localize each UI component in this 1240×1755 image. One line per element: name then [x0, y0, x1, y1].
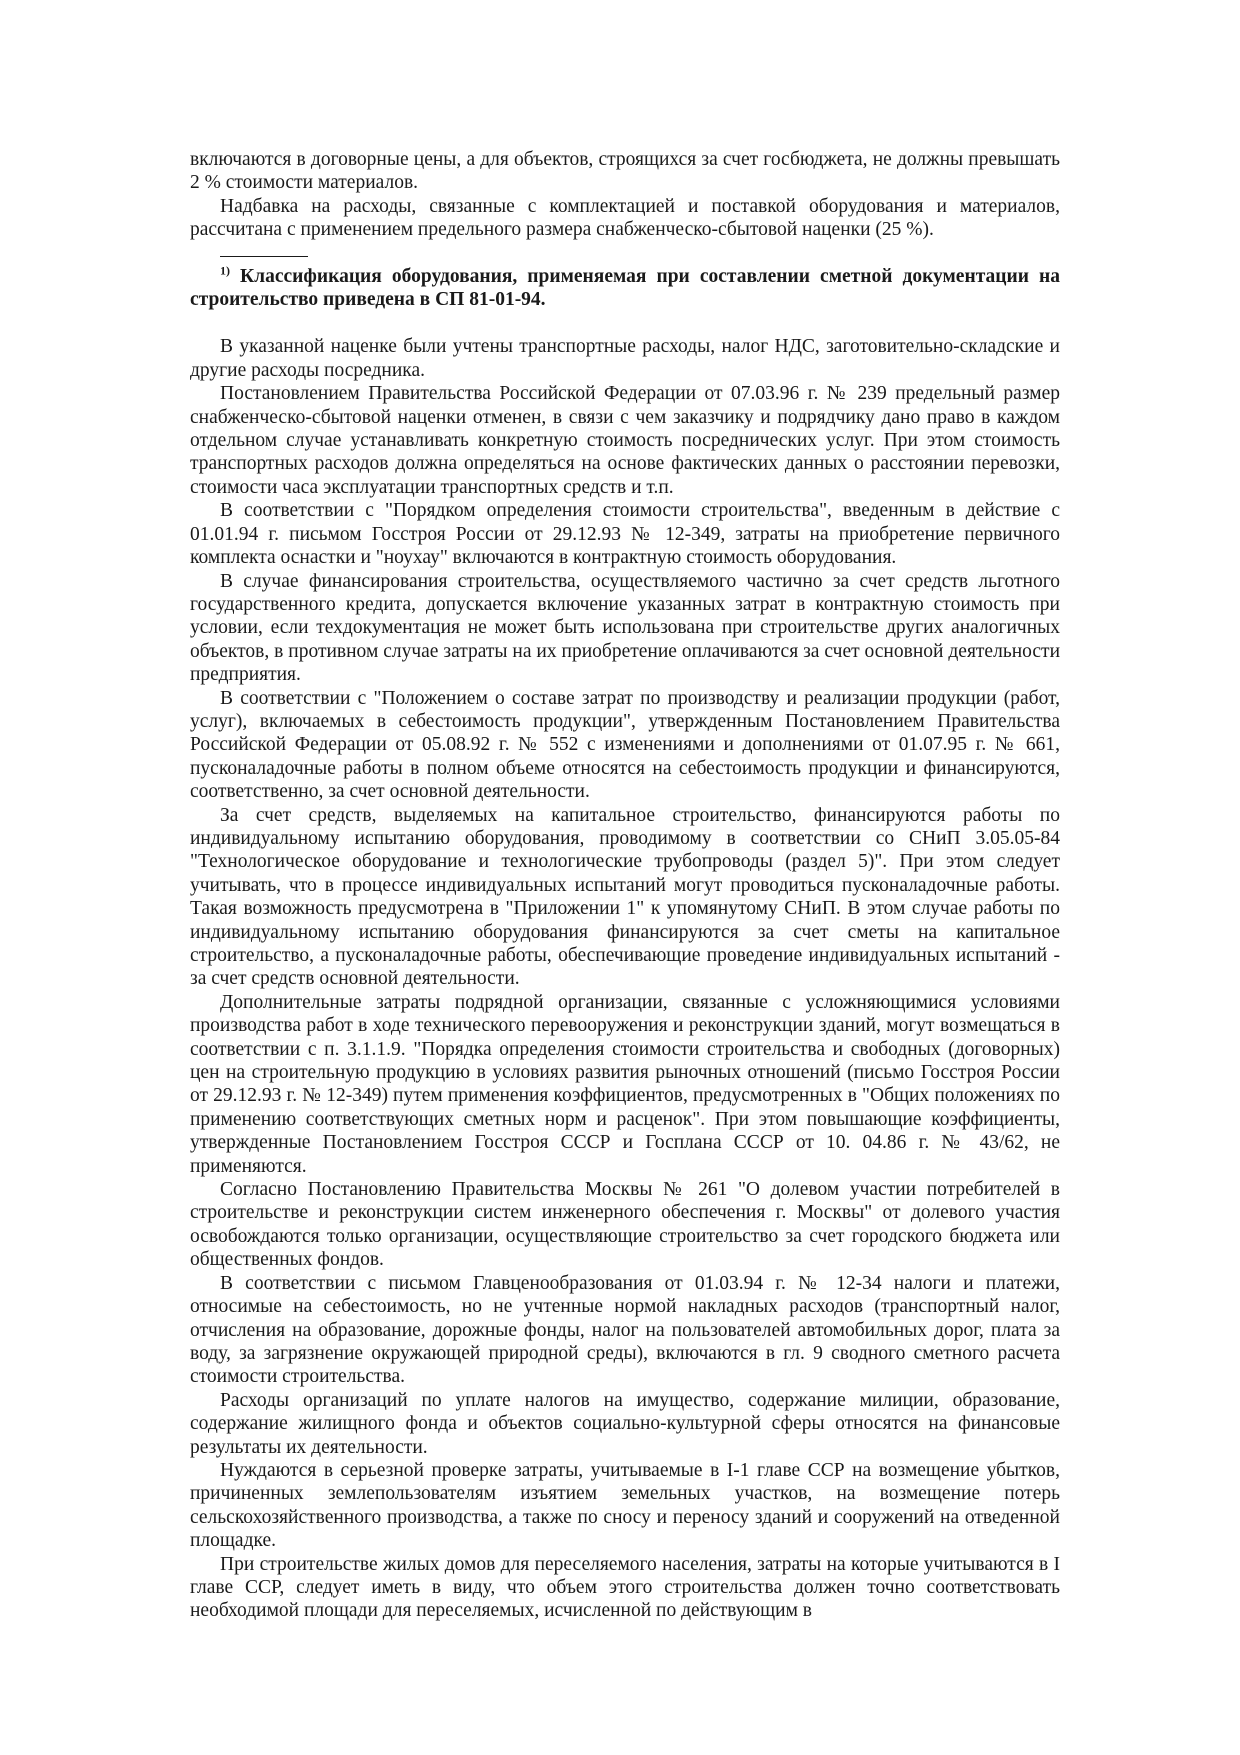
intro-paragraph-2: Надбавка на расходы, связанные с комплектацией и поставкой оборудования и материалов, рассчитана с применением предельного размера снабженческо-сбытовой наценки (25 %). — [190, 195, 1060, 241]
body-paragraph: Расходы организаций по уплате налогов на имущество, содержание милиции, образование, содержание жилищного фонда и объектов социально-культурной сферы относятся на финансовые результаты их деятельности. — [190, 1389, 1060, 1458]
body-paragraph: В соответствии с "Положением о составе затрат по производству и реализации продукции (работ, услуг), включаемых в себестоимость продукции", утвержденным Постановлением Правительства Российской Федерации от 05.08.92 г. № 552 с изменениями и дополнениями от 01.07.95 г. № 661, пусконаладочные работы в полном объеме относятся на себестоимость продукции и финансируются, соответственно, за счет основной деятельности. — [190, 687, 1060, 803]
footnote-marker: 1) — [220, 263, 230, 278]
footnote-separator — [220, 256, 308, 265]
body-paragraph: Дополнительные затраты подрядной организации, связанные с усложняющимися условиями производства работ в ходе технического перевооружения и реконструкции зданий, могут возмещаться в соответствии с п. 3.1.1.9. "Порядка определения стоимости строительства и свободных (договорных) цен на строительную продукцию в условиях развития рыночных отношений (письмо Госстроя России от 29.12.93 г. № 12-349) путем применения коэффициентов, предусмотренных в "Общих положениях по применению соответствующих сметных норм и расценок". При этом повышающие коэффициенты, утвержденные Постановлением Госстроя СССР и Госплана СССР от 10. 04.86 г. № 43/62, не применяются. — [190, 991, 1060, 1177]
footnote — [190, 265, 1060, 312]
body-paragraph: В указанной наценке были учтены транспортные расходы, налог НДС, заготовительно-складские и другие расходы посредника. — [190, 336, 1060, 381]
body-paragraph: В соответствии с "Порядком определения стоимости строительства", введенным в действие с 01.01.94 г. письмом Госстроя России от 29.12.93 № 12-349, затраты на приобретение первичного комплекта оснастки и "ноухау" включаются в контрактную стоимость оборудования. — [190, 500, 1060, 569]
footnote-text: Классификация оборудования, применяемая при составлении сметной документации на строительство приведена в СП 81-01-94. — [190, 265, 1060, 311]
document-page — [190, 148, 1060, 1623]
body-paragraph: За счет средств, выделяемых на капитальное строительство, финансируются работы по индивидуальному испытанию оборудования, проводимому в соответствии со СНиП 3.05.05-84 "Технологическое оборудование и технологические трубопроводы (раздел 5)". При этом следует учитывать, что в процессе индивидуальных испытаний могут проводиться пусконаладочные работы. Такая возможность предусмотрена в "Приложении 1" к упомянутому СНиП. В этом случае работы по индивидуальному испытанию оборудования финансируются за счет сметы на капитальное строительство, а пусконаладочные работы, обеспечивающие проведение индивидуальных испытаний - за счет средств основной деятельности. — [190, 804, 1060, 990]
body-paragraph: Нуждаются в серьезной проверке затраты, учитываемые в I-1 главе ССР на возмещение убытков, причиненных землепользователям изъятием земельных участков, на возмещение потерь сельскохозяйственного производства, а также по сносу и переносу зданий и сооружений на отведенной площадке. — [190, 1459, 1060, 1552]
intro-paragraph-1: включаются в договорные цены, а для объектов, строящихся за счет госбюджета, не должны превышать 2 % стоимости материалов. — [190, 149, 1060, 194]
body-paragraph: Согласно Постановлению Правительства Москвы № 261 "О долевом участии потребителей в строительстве и реконструкции систем инженерного обеспечения г. Москвы" от долевого участия освобождаются только организации, осуществляющие строительство за счет городского бюджета или общественных фондов. — [190, 1179, 1060, 1271]
body-paragraph: В случае финансирования строительства, осуществляемого частично за счет средств льготного государственного кредита, допускается включение указанных затрат в контрактную стоимость при условии, если техдокументация не может быть использована при строительстве других аналогичных объектов, в противном случае затраты на их приобретение оплачиваются за счет основной деятельности предприятия. — [190, 570, 1060, 686]
body-paragraph: Постановлением Правительства Российской Федерации от 07.03.96 г. № 239 предельный размер снабженческо-сбытовой наценки отменен, в связи с чем заказчику и подрядчику дано право в каждом отдельном случае устанавливать конкретную стоимость посреднических услуг. При этом стоимость транспортных расходов должна определяться на основе фактических данных о расстоянии перевозки, стоимости часа эксплуатации транспортных средств и т.п. — [190, 383, 1060, 498]
body-paragraph: При строительстве жилых домов для переселяемого населения, затраты на которые учитываются в I главе ССР, следует иметь в виду, что объем этого строительства должен точно соответствовать необходимой площади для переселяемых, исчисленной по действующим в — [190, 1553, 1060, 1622]
body-paragraph: В соответствии с письмом Главценообразования от 01.03.94 г. № 12-34 налоги и платежи, относимые на себестоимость, но не учтенные нормой накладных расходов (транспортный налог, отчисления на образование, дорожные фонды, налог на пользователей автомобильных дорог, плата за воду, за загрязнение окружающей природной среды), включаются в гл. 9 сводного сметного расчета стоимости строительства. — [190, 1272, 1060, 1388]
